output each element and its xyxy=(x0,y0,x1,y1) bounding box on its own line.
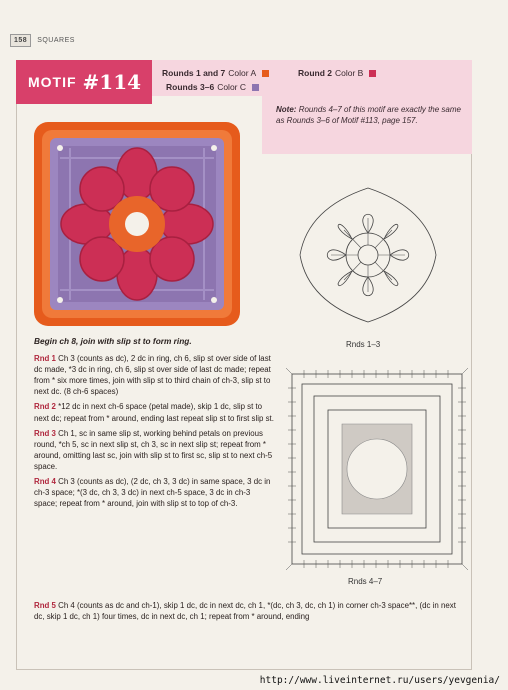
note-box xyxy=(262,96,472,154)
motif-label: MOTIF xyxy=(28,74,77,90)
source-url: http://www.liveinternet.ru/users/yevgenia/ xyxy=(259,675,500,686)
chart-rounds-4-7 xyxy=(284,366,470,572)
motif-number: #114 xyxy=(82,70,142,94)
legend-rounds-1-7: Rounds 1 and 7 Color A xyxy=(162,68,269,78)
round-4: Rnd 4 Ch 3 (counts as dc), (2 dc, ch 3, 3 dc) in same space, 3 dc in ch-3 space; *(3 dc, ch 3, 3 dc) in next ch-5 space, 3 dc in ch-3 space; repeat from * around, join with slip st to top of ch-3. xyxy=(34,477,271,509)
page-header xyxy=(10,34,75,47)
color-a-swatch xyxy=(262,70,269,77)
round-5: Rnd 5 Ch 4 (counts as dc and ch-1), skip 1 dc, dc in next dc, ch 1, *(dc, ch 3, dc, ch 1) in corner ch-3 space**, (dc in next dc, skip 1 dc, ch 1) four times, dc in next dc, ch 1; repeat from * around, ending xyxy=(34,601,456,622)
note-label: Note: xyxy=(276,105,297,114)
page-number: 158 xyxy=(10,34,31,47)
color-legend xyxy=(152,60,472,96)
note-text: Rounds 4–7 of this motif are exactly the same as Rounds 3–6 of Motif #113, page 157. xyxy=(276,105,461,125)
motif-photo xyxy=(30,118,244,330)
round-2: Rnd 2 *12 dc in next ch-6 space (petal made), skip 1 dc, slip st to next dc; repeat from * around, ending last repeat slip st to first slip st. xyxy=(34,402,274,423)
legend-round-2: Round 2 Color B xyxy=(298,68,376,78)
round-3: Rnd 3 Ch 1, sc in same slip st, working behind petals on previous round, *ch 5, sc in next slip st, ch 3, sc in next slip st; repeat from * around, omitting last sc, join with slip st to first sc, slip st to next ch-5 space. xyxy=(34,428,273,471)
caption-rounds-1-3: Rnds 1–3 xyxy=(346,340,381,349)
round-1: Rnd 1 Ch 3 (counts as dc), 2 dc in ring, ch 6, slip st over side of last dc made, *3 dc in ring, ch 6, slip st over side of last dc made; repeat from * six more times, join with slip st to third chain of ch-3, slip st to next dc. (8 ch-6 spaces) xyxy=(34,354,271,397)
instructions xyxy=(34,336,274,513)
chart-rounds-1-3 xyxy=(288,178,448,332)
caption-rounds-4-7: Rnds 4–7 xyxy=(348,577,383,586)
section-title: SQUARES xyxy=(37,37,75,44)
color-b-swatch xyxy=(369,70,376,77)
color-c-swatch xyxy=(252,84,259,91)
legend-rounds-3-6: Rounds 3–6 Color C xyxy=(166,82,259,92)
motif-title xyxy=(16,60,152,104)
intro-text: Begin ch 8, join with slip st to form ring. xyxy=(34,336,192,346)
